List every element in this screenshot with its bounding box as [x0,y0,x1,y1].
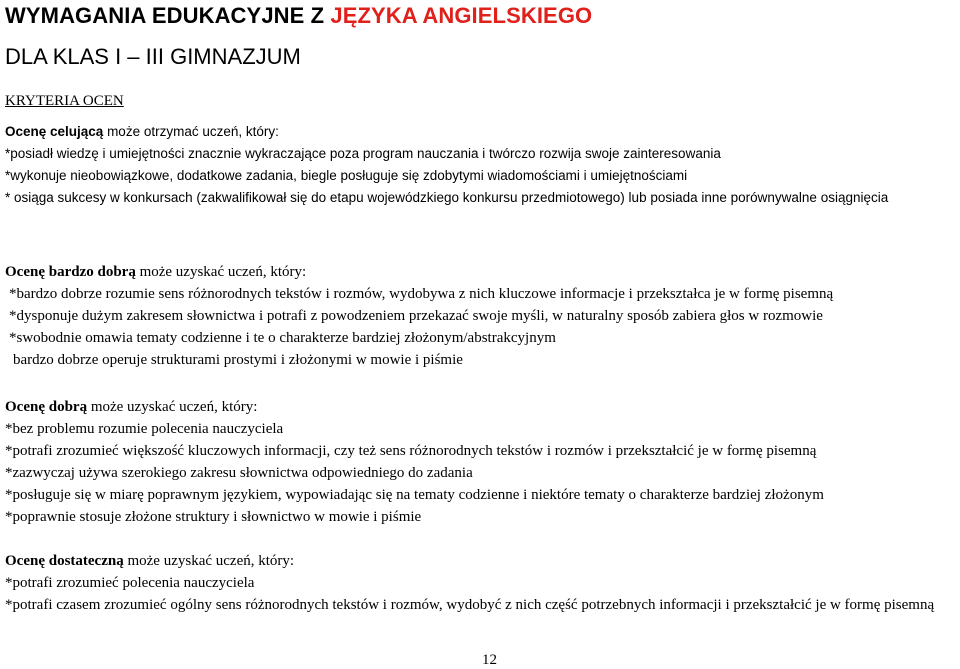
list-item: *poprawnie stosuje złożone struktury i słownictwo w mowie i piśmie [5,509,422,525]
list-item: *potrafi czasem zrozumieć ogólny sens różnorodnych tekstów i rozmów, wydobyć z nich część potrzebnych informacji i przekształcić je w formę pisemną [5,597,935,613]
title-part-2-subject: JĘZYKA ANGIELSKIEGO [330,3,593,28]
list-item: *posługuje się w miarę poprawnym językiem, wypowiadając się na tematy codzienne i niektóre tematy o charakterze bardziej złożonym [5,487,824,503]
list-item: *potrafi zrozumieć polecenia nauczyciela [5,575,255,591]
grade-intro: może uzyskać uczeń, który: [135,264,307,280]
list-item: *bardzo dobrze rozumie sens różnorodnych tekstów i rozmów, wydobywa z nich kluczowe informacje i przekształca je w formę pisemną [9,286,834,302]
document-page [5,0,957,667]
grade-name: Ocenę dobrą [5,399,88,415]
title-part-1: WYMAGANIA EDUKACYJNE Z [5,3,331,28]
section-dostateczna [5,550,957,616]
list-item: *wykonuje nieobowiązkowe, dodatkowe zadania, biegle posługuje się zdobytymi wiadomościami i umiejętnościami [5,168,688,183]
document-subtitle: DLA KLAS I – III GIMNAZJUM [5,44,301,69]
grade-intro: może uzyskać uczeń, który: [87,399,258,415]
grade-name: Ocenę celującą [5,124,104,139]
grade-name: Ocenę bardzo dobrą [5,264,136,280]
section-heading [5,396,957,418]
list-item: *posiadł wiedzę i umiejętności znacznie wykraczające poza program nauczania i twórczo rozwija swoje zainteresowania [5,146,721,161]
list-item: *zazwyczaj używa szerokiego zakresu słownictwa odpowiedniego do zadania [5,465,473,481]
grade-intro: może uzyskać uczeń, który: [123,553,295,569]
page-number: 12 [482,652,497,668]
section-heading [5,261,957,283]
section-dobra [5,396,957,528]
document-title [5,3,592,29]
section-heading [5,121,957,143]
grade-intro: może otrzymać uczeń, który: [103,124,279,139]
list-item: *swobodnie omawia tematy codzienne i te o charakterze bardziej złożonym/abstrakcyjnym [9,330,556,346]
criteria-heading: KRYTERIA OCEN [5,93,124,109]
list-item: *bez problemu rozumie polecenia nauczyciela [5,421,284,437]
list-item: *dysponuje dużym zakresem słownictwa i potrafi z powodzeniem przekazać swoje myśli, w naturalny sposób zabiera głos w rozmowie [9,308,823,324]
section-heading [5,550,957,572]
list-item: *potrafi zrozumieć większość kluczowych informacji, czy też sens różnorodnych tekstów i rozmów i przekształcić je w formę pisemną [5,443,817,459]
list-item: bardzo dobrze operuje strukturami prostymi i złożonymi w mowie i piśmie [13,352,463,368]
section-bardzo-dobra [5,261,957,371]
section-celujaca [5,121,957,209]
list-item: * osiąga sukcesy w konkursach (zakwalifikował się do etapu wojewódzkiego konkursu przedmiotowego) lub posiada inne porównywalne osiągnięcia [5,190,889,205]
grade-name: Ocenę dostateczną [5,553,124,569]
